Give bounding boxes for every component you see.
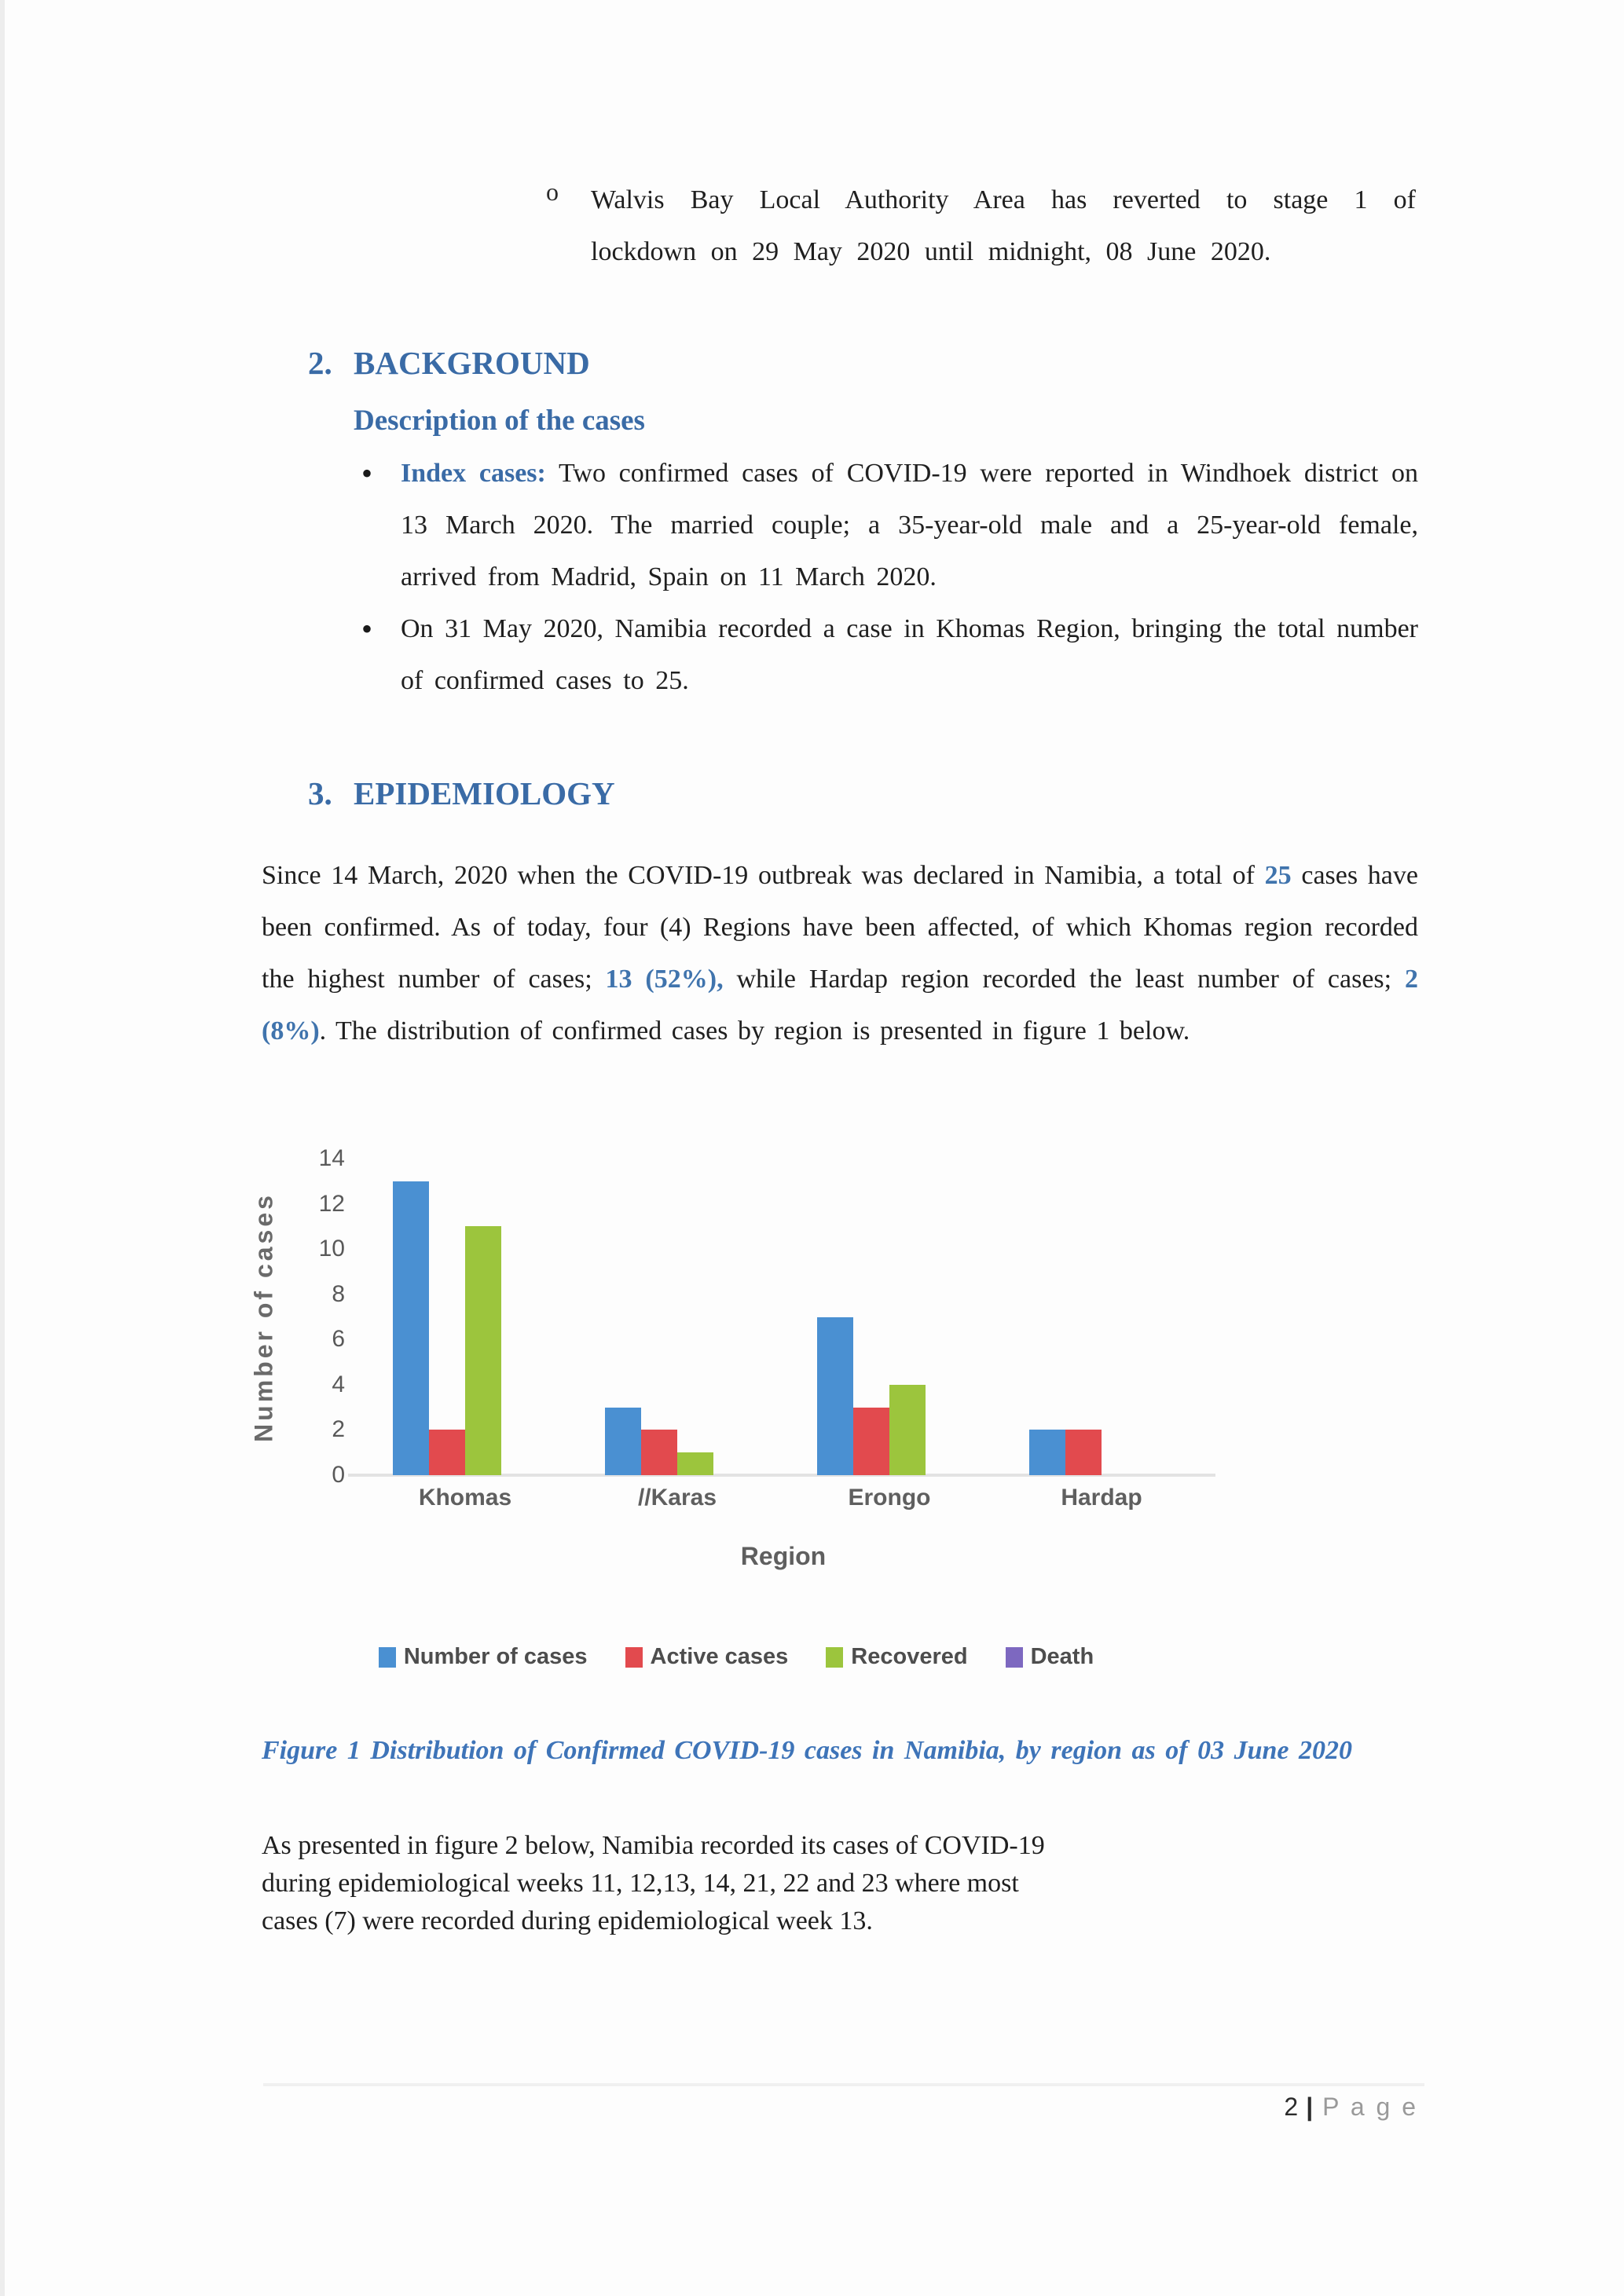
bar-recovered-karas bbox=[677, 1452, 713, 1475]
bar-number-of-cases-erongo bbox=[817, 1317, 853, 1476]
bar-group-hardap bbox=[995, 1159, 1208, 1475]
y-tick-label-12: 12 bbox=[318, 1190, 345, 1217]
highlight-khomas-cases: 13 (52%), bbox=[605, 965, 724, 994]
y-tick-label-14: 14 bbox=[318, 1145, 345, 1171]
highlight-hardap-cases: 2 (8%) bbox=[262, 965, 1418, 1045]
bar-group-karas bbox=[571, 1159, 783, 1475]
page-number: 2 bbox=[1284, 2093, 1299, 2121]
footer-divider bbox=[263, 2083, 1424, 2086]
bar-number-of-cases-hardap bbox=[1029, 1430, 1065, 1475]
legend-item-active-cases bbox=[625, 1644, 789, 1670]
y-tick-label-0: 0 bbox=[332, 1462, 345, 1488]
y-tick-label-2: 2 bbox=[332, 1416, 345, 1443]
x-axis-title: Region bbox=[740, 1542, 827, 1570]
bar-series-area bbox=[359, 1159, 1208, 1475]
legend-item-death bbox=[1006, 1644, 1094, 1670]
bar-active-cases-khomas bbox=[429, 1430, 465, 1475]
legend-label-death: Death bbox=[1030, 1644, 1094, 1669]
figure-caption: Figure 1 Distribution of Confirmed COVID-19 cases in Namibia, by region as of 03 June 2020 bbox=[262, 1736, 1353, 1765]
legend-label-active-cases: Active cases bbox=[650, 1644, 789, 1669]
section-title: BACKGROUND bbox=[354, 345, 590, 381]
y-tick-label-8: 8 bbox=[332, 1280, 345, 1307]
legend-item-number-of-cases bbox=[379, 1644, 588, 1670]
legend-label-number-of-cases: Number of cases bbox=[403, 1644, 588, 1669]
sub-bullet-text: Walvis Bay Local Authority Area has reverted to stage 1 of lockdown on 29 May 2020 until midnight, 08 June 2020. bbox=[591, 185, 1416, 266]
section-title: EPIDEMIOLOGY bbox=[354, 775, 615, 811]
section-number: 2. bbox=[308, 345, 332, 381]
bar-group-khomas bbox=[359, 1159, 571, 1475]
bar-number-of-cases-karas bbox=[605, 1408, 641, 1475]
background-bullet-list bbox=[361, 448, 1418, 707]
page-footer bbox=[262, 2093, 1418, 2122]
section-heading-epidemiology bbox=[308, 774, 615, 812]
legend-color-swatch-recovered bbox=[826, 1647, 843, 1668]
bar-active-cases-karas bbox=[641, 1430, 677, 1475]
y-tick-label-10: 10 bbox=[318, 1236, 345, 1262]
x-label-erongo: Erongo bbox=[848, 1485, 931, 1511]
bullet-index-cases-text: Two confirmed cases of COVID-19 were reported in Windhoek district on 13 March 2020. The married couple; a 35-year-old male and a 25-year-old female, arrived from Madrid, Spain on 11 March 2020. bbox=[401, 459, 1419, 591]
section-heading-background bbox=[308, 344, 590, 382]
bar-active-cases-hardap bbox=[1065, 1430, 1102, 1475]
x-label-khomas: Khomas bbox=[418, 1485, 512, 1511]
section-number: 3. bbox=[308, 775, 332, 811]
bar-recovered-khomas bbox=[465, 1226, 501, 1475]
epidemiology-paragraph bbox=[262, 850, 1418, 1057]
x-axis-category-labels bbox=[359, 1485, 1208, 1511]
legend-color-swatch-number-of-cases bbox=[379, 1647, 396, 1668]
chart-legend bbox=[312, 1644, 1160, 1670]
circle-bullet-marker: o bbox=[546, 178, 559, 206]
bar-active-cases-erongo bbox=[853, 1408, 889, 1475]
highlight-total-cases: 25 bbox=[1264, 861, 1292, 890]
bullet-31-may bbox=[361, 603, 1418, 707]
x-label-karas: //Karas bbox=[637, 1485, 717, 1511]
bullet-31-may-text: On 31 May 2020, Namibia recorded a case in Khomas Region, bringing the total number of confirmed cases to 25. bbox=[401, 614, 1418, 695]
paragraph-text: cases have been confirmed. As of today, four (4) Regions have been affected, of which Khomas region recorded the highest number of cases; bbox=[262, 861, 1418, 994]
y-tick-label-4: 4 bbox=[332, 1371, 345, 1397]
x-label-hardap: Hardap bbox=[1061, 1485, 1142, 1511]
legend-color-swatch-active-cases bbox=[625, 1647, 643, 1668]
paragraph-text: while Hardap region recorded the least number of cases; bbox=[723, 965, 1405, 994]
bar-recovered-erongo bbox=[889, 1385, 926, 1475]
paragraph-text: . The distribution of confirmed cases by region is presented in figure 1 below. bbox=[319, 1016, 1190, 1045]
legend-color-swatch-death bbox=[1006, 1647, 1023, 1668]
closing-paragraph: As presented in figure 2 below, Namibia recorded its cases of COVID-19 during epidemiological weeks 11, 12,13, 14, 21, 22 and 23 where most cases (7) were recorded during epidemiological week 13. bbox=[262, 1831, 1045, 1935]
plot-area bbox=[318, 1145, 1208, 1488]
bar-number-of-cases-khomas bbox=[393, 1181, 429, 1475]
subsection-heading-description-of-cases: Description of the cases bbox=[354, 405, 645, 437]
y-axis-title: Number of cases bbox=[249, 1192, 278, 1442]
figure-1-bar-chart bbox=[236, 1135, 1257, 1693]
legend-label-recovered: Recovered bbox=[851, 1644, 968, 1669]
bullet-lead-index-cases: Index cases: bbox=[401, 459, 546, 488]
bullet-index-cases bbox=[361, 448, 1418, 603]
scan-edge-artifact bbox=[0, 0, 5, 2296]
sub-bullet-walvis bbox=[546, 174, 1422, 278]
page-word: P a g e bbox=[1322, 2093, 1418, 2121]
legend-item-recovered bbox=[826, 1644, 967, 1670]
paragraph-text: Since 14 March, 2020 when the COVID-19 outbreak was declared in Namibia, a total of bbox=[262, 861, 1265, 890]
y-tick-label-6: 6 bbox=[332, 1326, 345, 1353]
bar-group-erongo bbox=[783, 1159, 995, 1475]
page-number-separator: | bbox=[1306, 2093, 1314, 2121]
